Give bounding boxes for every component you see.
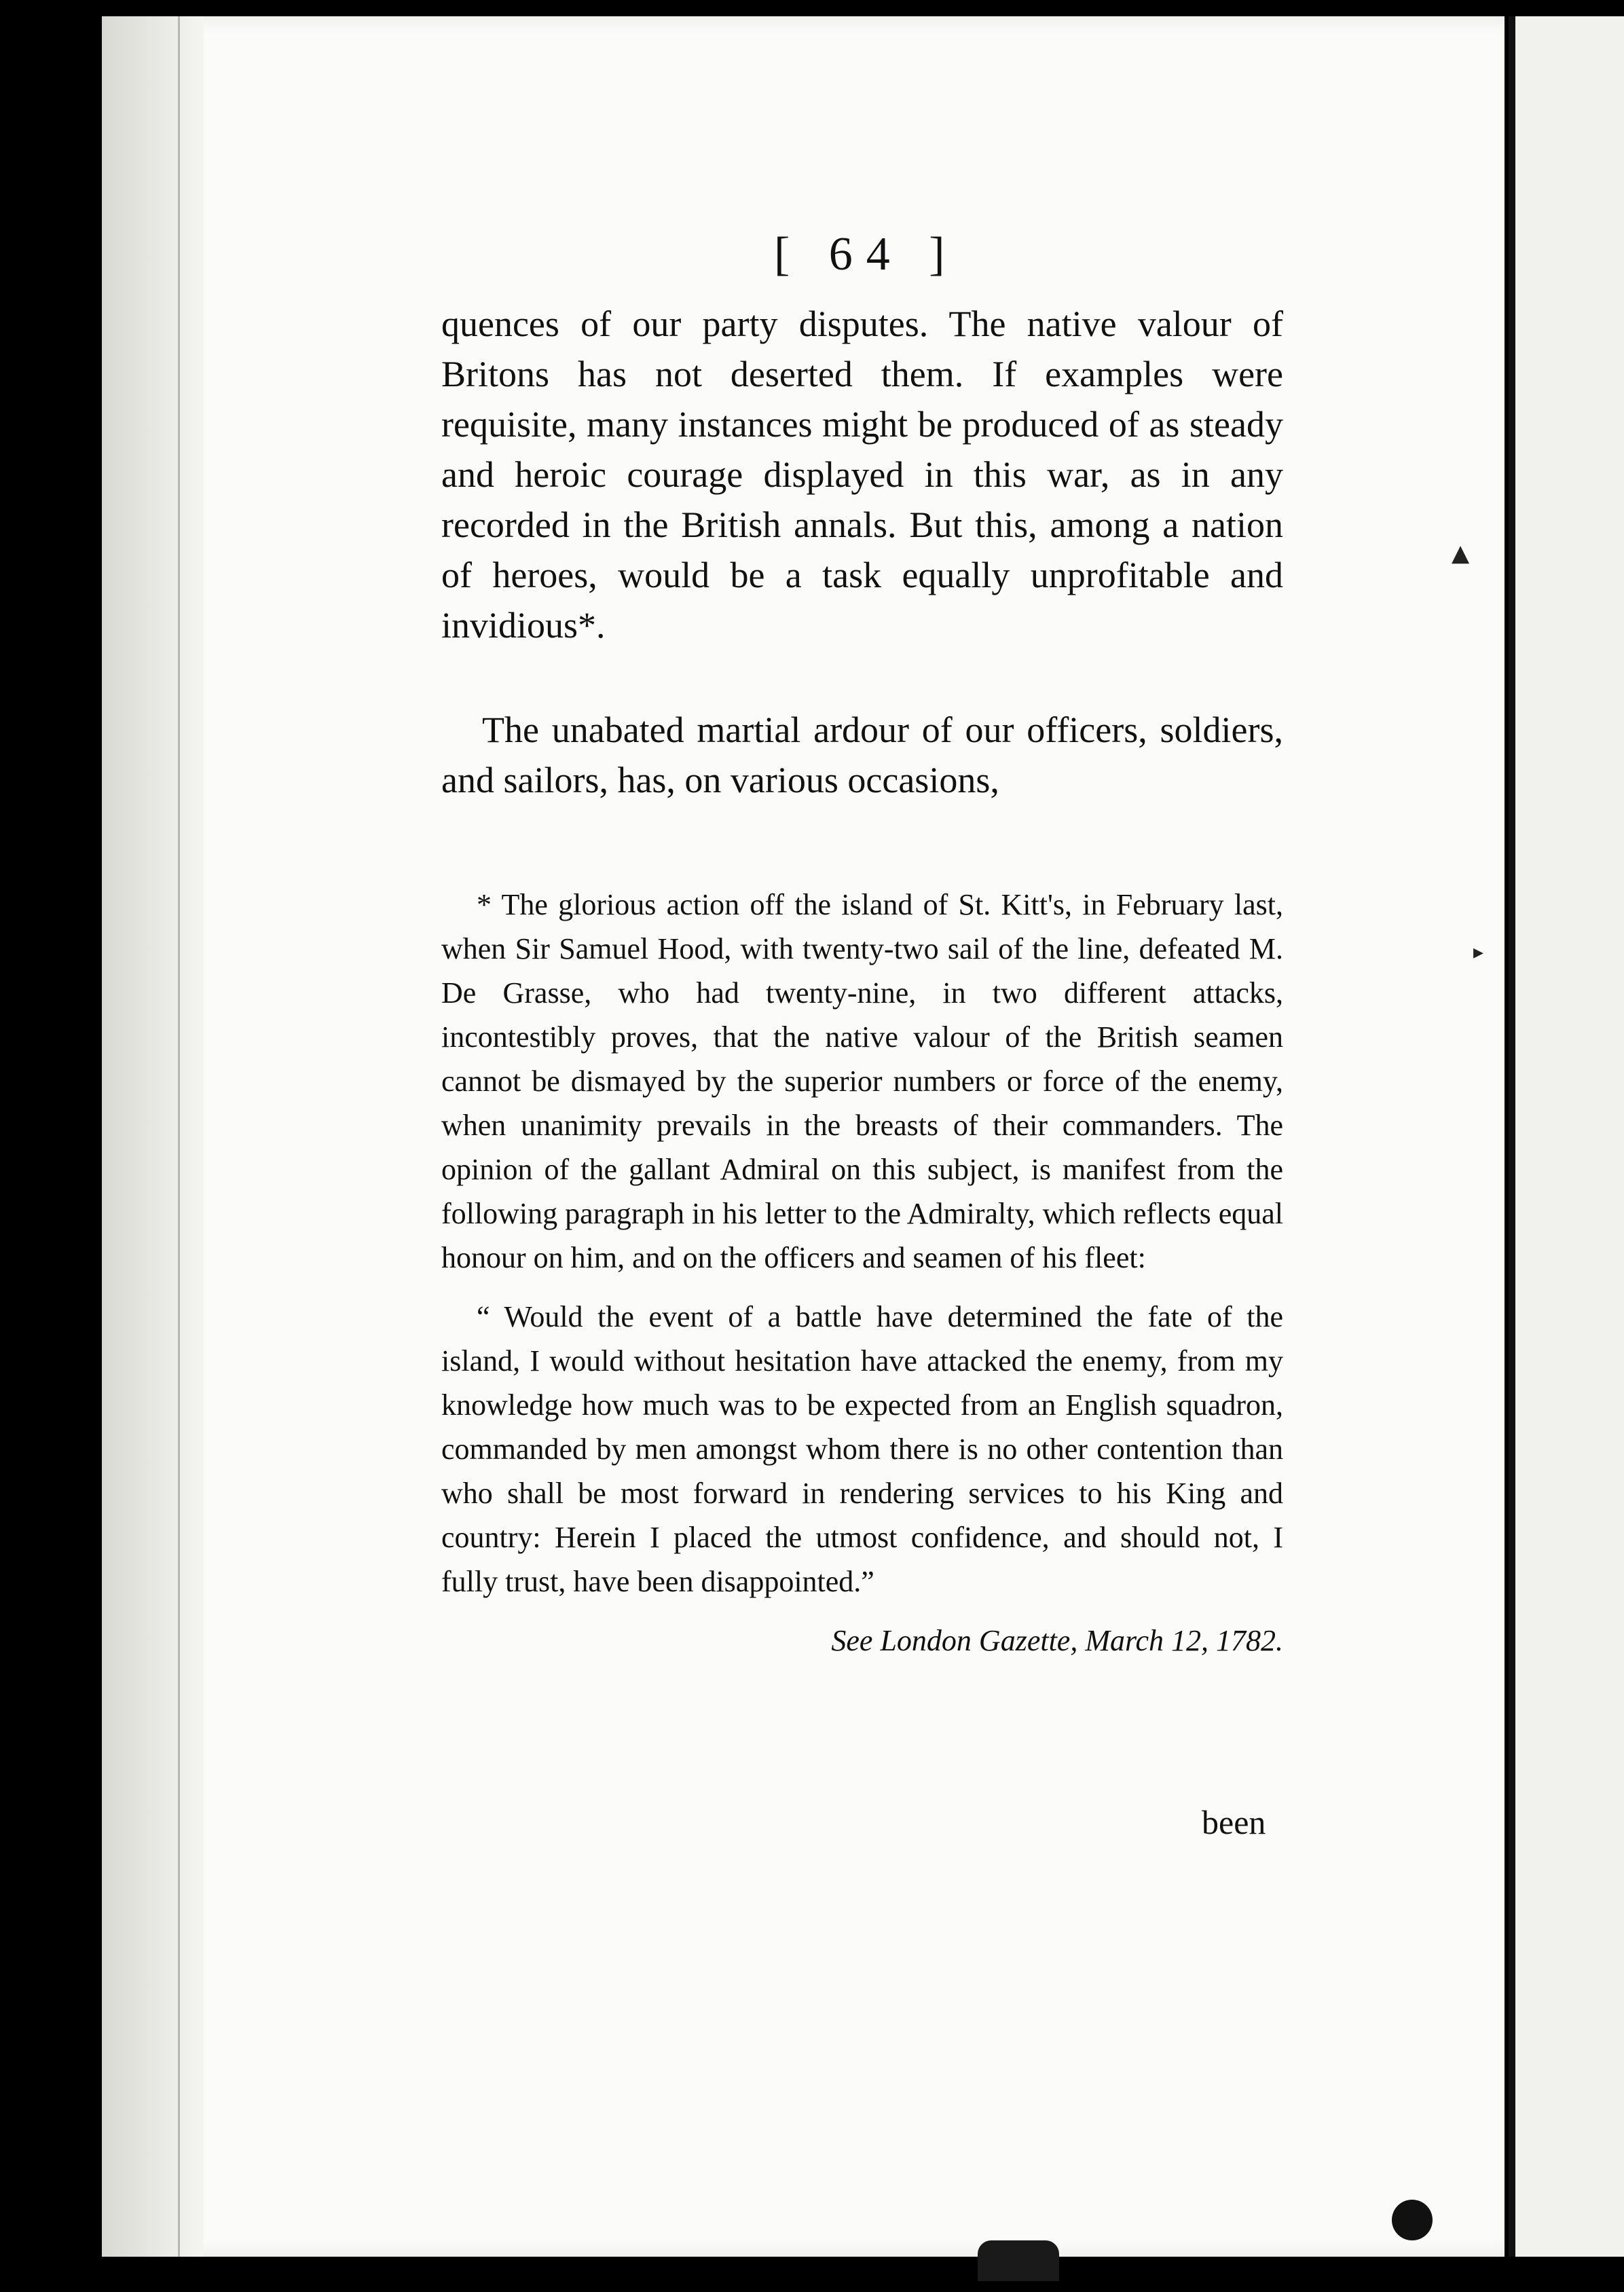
main-text [441, 299, 1283, 805]
ink-blot [1392, 2200, 1433, 2240]
catchword: been [1202, 1803, 1266, 1841]
footnote-text: * The glorious action off the island of St. Kitt's, in February last, when Sir Samuel Hood, with twenty-two sail of the line, defeated M. De Grasse, who had twenty-nine, in two different attacks, incontestibly proves, that the native valour of the British seamen cannot be dismayed by the superior numbers or force of the enemy, when unanimity prevails in the breasts of their commanders. The opinion of the gallant Admiral on this subject, is manifest from the following paragraph in his letter to the Admiralty, which reflects equal honour on him, and on the officers and seamen of his fleet: [441, 888, 1283, 1274]
facing-page-edge [1515, 16, 1624, 2257]
footnote-quote: “ Would the event of a battle have determined the fate of the island, I would without hesitation have attacked the enemy, from my knowledge how much was to be expected from an English squadron, commanded by men amongst whom there is no other contention than who shall be most forward in rendering services to his King and country: Herein I placed the utmost confidence, and should not, I fully trust, have been disappointed.” [441, 1300, 1283, 1598]
gutter-shadow [102, 16, 204, 2257]
spine-edge [178, 16, 180, 2257]
paragraph-1: quences of our party disputes. The native valour of Britons has not deserted them. If examples were requisite, many instances might be produced of as steady and heroic courage displayed in this war, as in any recorded in the British annals. But this, among a nation of heroes, would be a task equally unprofitable and invidious*. [441, 303, 1283, 646]
paragraph-gap [441, 650, 1283, 705]
margin-mark-arrow-icon: ▲ [1452, 540, 1470, 567]
scan-artifact [978, 2240, 1059, 2281]
footnote [441, 883, 1283, 1663]
right-page-divider [1509, 16, 1515, 2257]
footnote-citation: See London Gazette, March 12, 1782. [831, 1624, 1283, 1657]
page-number: [ 64 ] [774, 228, 959, 280]
margin-mark-pointer-icon: ▸ [1473, 940, 1484, 964]
paragraph-2: The unabated martial ardour of our officers, soldiers, and sailors, has, on various occasions, [441, 709, 1283, 800]
